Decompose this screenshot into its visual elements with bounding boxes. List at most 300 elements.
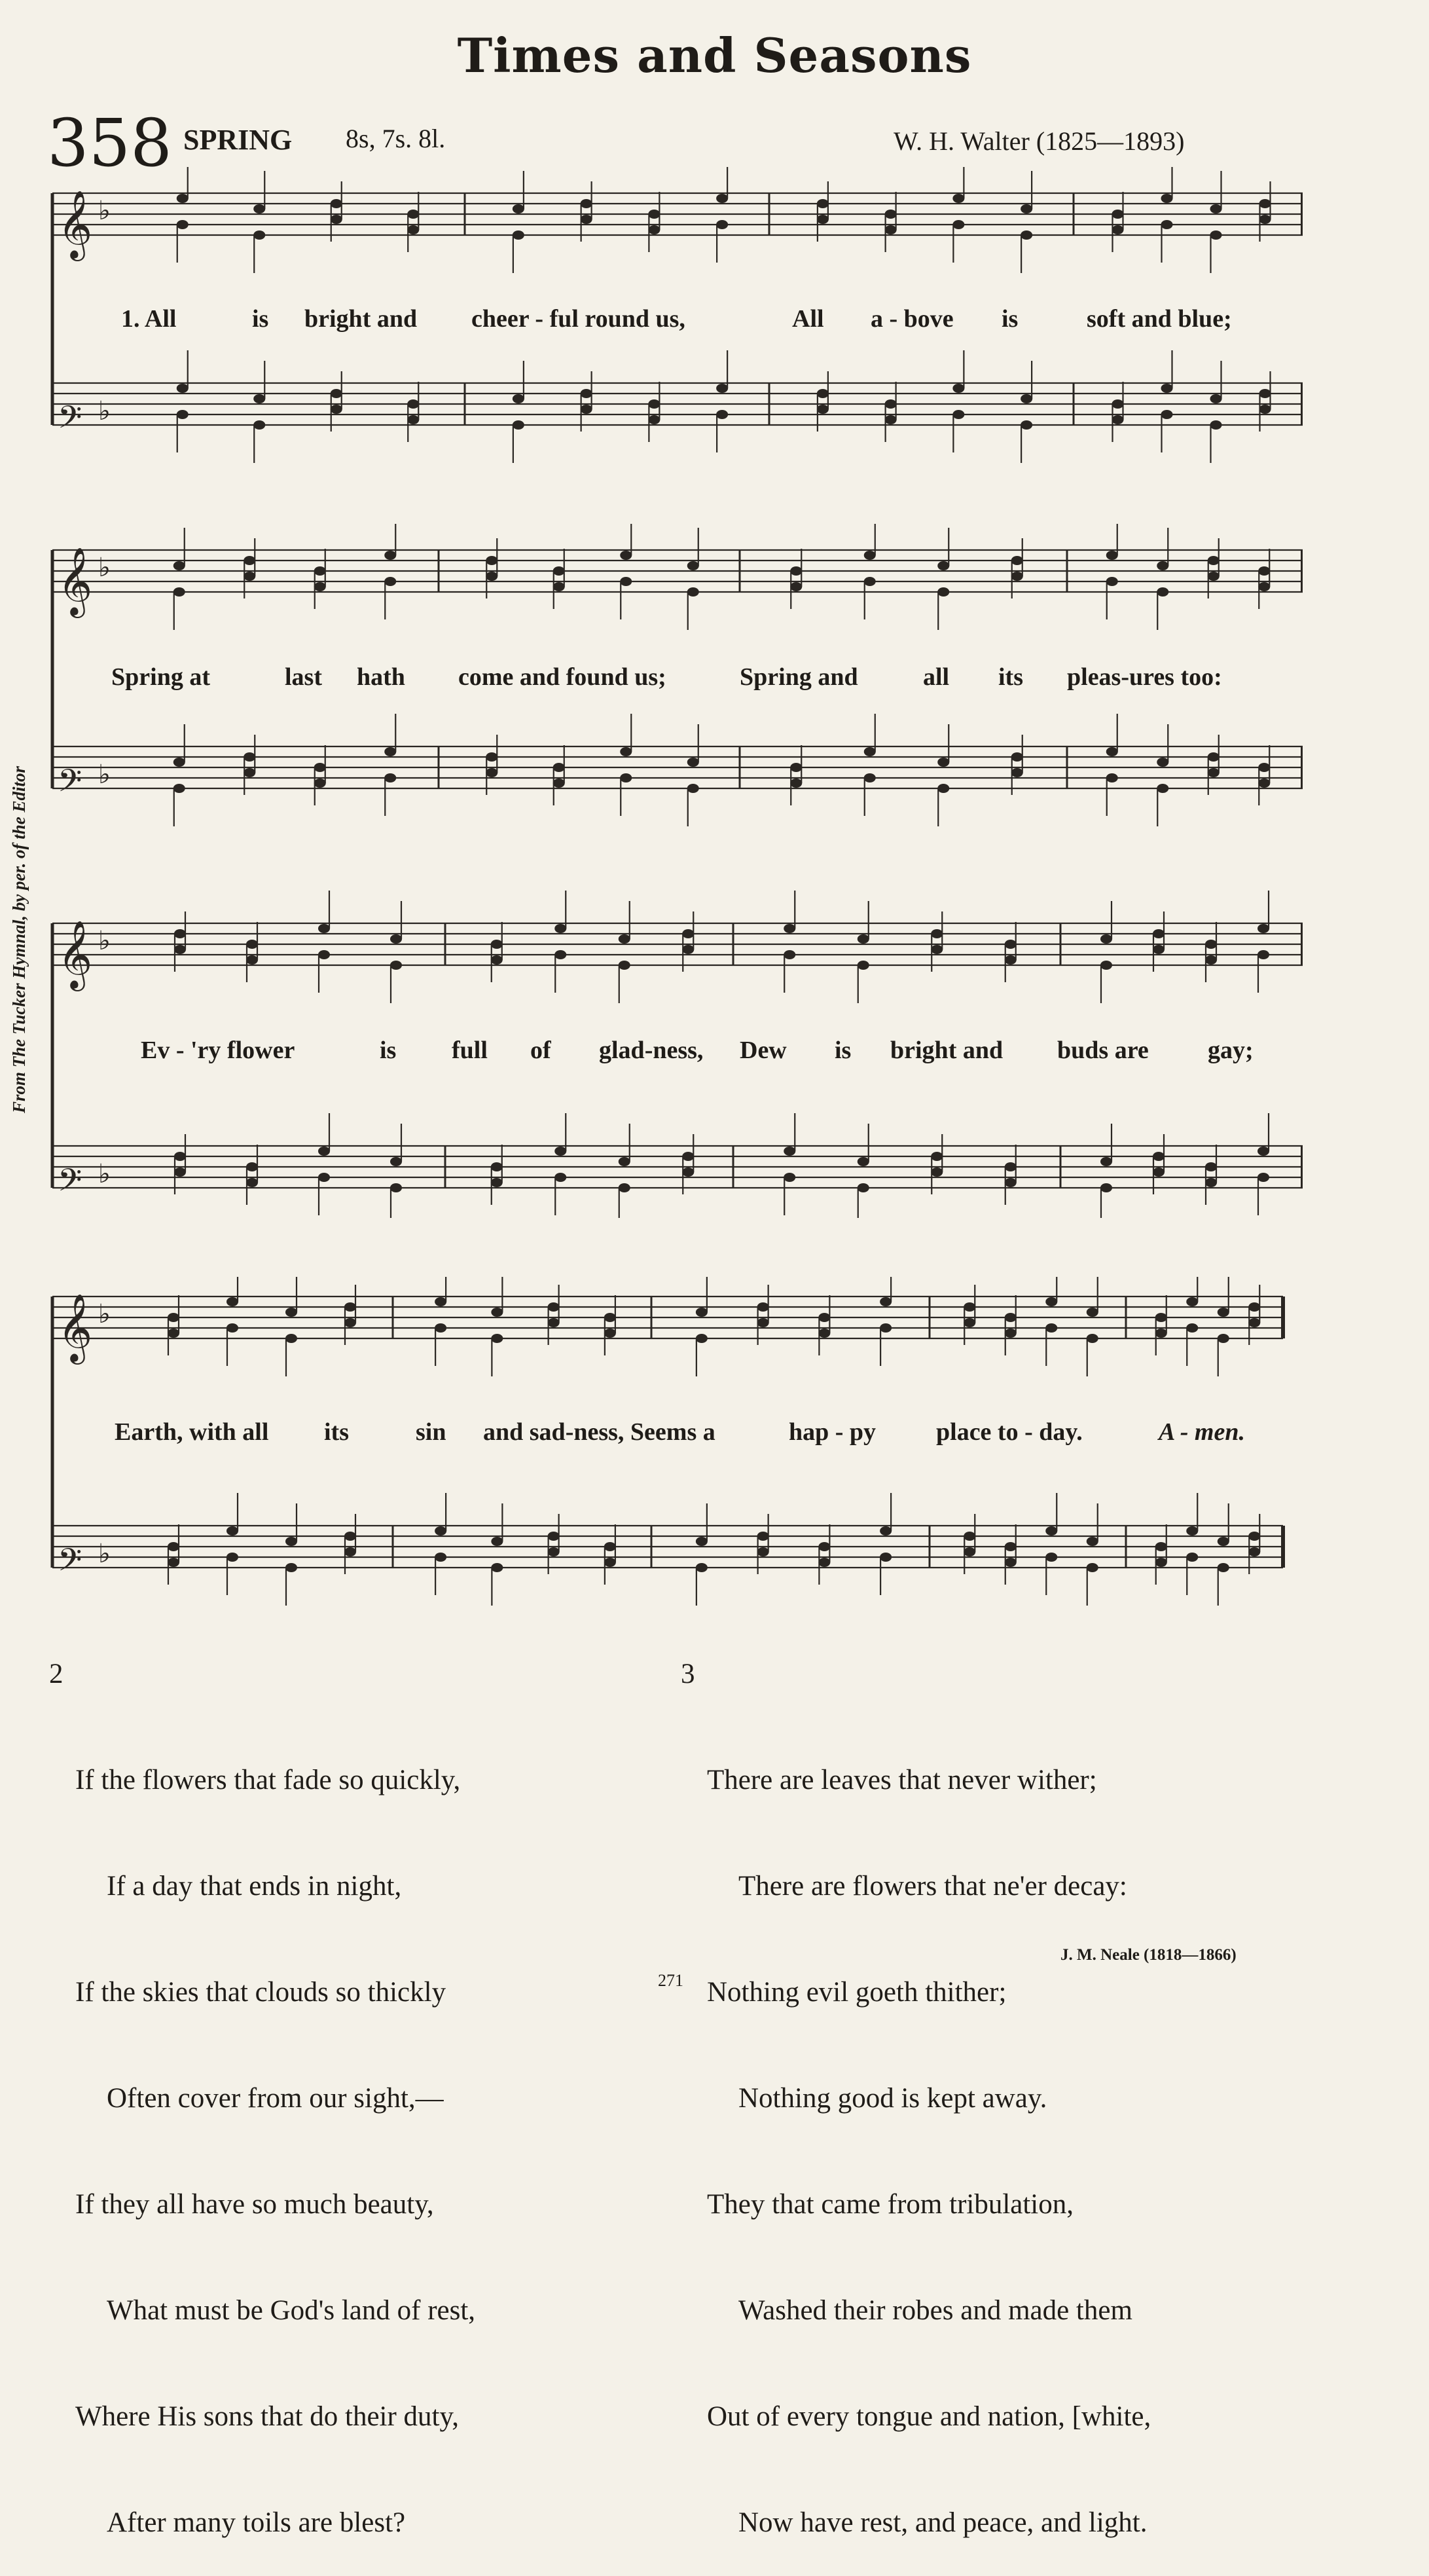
note-head <box>1005 955 1017 965</box>
note-head <box>880 1553 892 1562</box>
note-head <box>407 415 419 424</box>
note-head <box>1100 1157 1112 1166</box>
lyric-syllable: pleas-ures too: <box>1067 663 1222 691</box>
note-head <box>314 763 326 772</box>
note-head <box>226 1297 238 1306</box>
note-head <box>885 210 897 219</box>
note-head <box>331 199 342 208</box>
note-head <box>858 1157 869 1166</box>
note-head <box>1021 420 1032 430</box>
note-head <box>696 1537 708 1546</box>
stanza-line: Out of every tongue and nation, [white, <box>707 2401 1151 2432</box>
note-head <box>173 784 185 793</box>
stanza-2 <box>49 1657 476 2576</box>
stanza-line: Nothing good is kept away. <box>738 2083 1047 2114</box>
note-head <box>177 220 189 229</box>
note-head <box>817 389 829 398</box>
note-head <box>818 1542 830 1551</box>
note-head <box>952 410 964 419</box>
note-head <box>931 945 943 954</box>
side-credit: From The Tucker Hymnal, by per. of the Editor <box>9 766 29 1113</box>
music-system-2 <box>46 524 1303 851</box>
note-head <box>177 194 189 203</box>
note-head <box>682 1168 694 1177</box>
note-head <box>318 1147 330 1156</box>
note-head <box>864 577 876 586</box>
stanza-line: If they all have so much beauty, <box>75 2189 434 2220</box>
lyric-syllable: come and found us; <box>458 663 666 691</box>
note-head <box>553 779 565 788</box>
note-head <box>1112 210 1124 219</box>
note-head <box>864 773 876 782</box>
note-head <box>818 1329 830 1338</box>
note-head <box>648 399 660 409</box>
note-head <box>390 934 402 944</box>
note-head <box>1157 561 1168 570</box>
note-head <box>817 215 829 224</box>
lyric-syllable: soft and blue; <box>1087 305 1232 333</box>
note-head <box>1155 1329 1167 1338</box>
note-head <box>784 1173 795 1182</box>
note-head <box>784 924 795 933</box>
lyric-syllable: is <box>380 1037 397 1064</box>
note-head <box>682 1152 694 1161</box>
note-head <box>554 1173 566 1182</box>
note-head <box>858 1183 869 1192</box>
note-head <box>246 1162 258 1171</box>
lyric-syllable: buds are <box>1057 1037 1149 1064</box>
composer: W. H. Walter (1825—1893) <box>894 126 1185 156</box>
music-system-3 <box>46 891 1303 1218</box>
lyric-syllable: bright and <box>890 1037 1004 1064</box>
note-head <box>314 566 326 576</box>
note-head <box>486 752 497 762</box>
note-head <box>1011 556 1023 565</box>
note-head <box>1257 1173 1269 1182</box>
note-head <box>696 1334 708 1343</box>
note-head <box>1157 587 1168 597</box>
note-head <box>384 747 396 756</box>
stanza-3 <box>681 1657 1151 2576</box>
lyric-syllable: last <box>285 663 322 691</box>
note-head <box>784 950 795 959</box>
note-head <box>937 758 949 767</box>
lyric-syllable: hath <box>357 663 405 691</box>
note-head <box>964 1302 975 1312</box>
note-head <box>1210 204 1222 213</box>
note-head <box>486 768 497 777</box>
stanza-author: J. M. Neale (1818—1866) <box>1060 1946 1237 1964</box>
note-head <box>553 582 565 591</box>
note-head <box>553 566 565 576</box>
flat-icon: ♭ <box>98 926 111 956</box>
note-head <box>1210 420 1222 430</box>
stanza-line: What must be God's land of rest, <box>107 2295 476 2326</box>
note-head <box>1112 225 1124 234</box>
note-head <box>513 230 524 240</box>
note-head <box>1005 1162 1017 1171</box>
flat-icon: ♭ <box>98 553 111 583</box>
note-head <box>513 420 524 430</box>
note-head <box>554 924 566 933</box>
note-head <box>1087 1308 1098 1317</box>
note-head <box>937 784 949 793</box>
bass-clef-icon: 𝄢 <box>58 399 82 443</box>
note-head <box>390 961 402 970</box>
note-head <box>491 1537 503 1546</box>
note-head <box>253 420 265 430</box>
note-head <box>1161 384 1173 393</box>
note-head <box>1011 768 1023 777</box>
tune-name: SPRING <box>183 124 293 156</box>
note-head <box>344 1302 356 1312</box>
note-head <box>687 561 699 570</box>
note-head <box>648 415 660 424</box>
note-head <box>1248 1318 1260 1327</box>
stanza-line: Often cover from our sight,— <box>107 2083 444 2114</box>
note-head <box>491 1563 503 1572</box>
note-head <box>581 215 592 224</box>
treble-clef-icon: 𝄞 <box>58 1293 93 1362</box>
note-head <box>1087 1537 1098 1546</box>
note-head <box>1153 1152 1165 1161</box>
note-head <box>696 1308 708 1317</box>
note-head <box>384 577 396 586</box>
note-head <box>620 577 632 586</box>
note-head <box>619 1157 630 1166</box>
page-number: 271 <box>658 1971 683 1990</box>
note-head <box>1259 405 1271 414</box>
note-head <box>1161 194 1173 203</box>
note-head <box>486 556 497 565</box>
note-head <box>604 1558 616 1567</box>
note-head <box>344 1532 356 1541</box>
note-head <box>864 551 876 560</box>
note-head <box>952 384 964 393</box>
note-head <box>1257 1147 1269 1156</box>
note-head <box>619 934 630 944</box>
note-head <box>1208 556 1220 565</box>
note-head <box>648 225 660 234</box>
note-head <box>1248 1302 1260 1312</box>
note-head <box>177 384 189 393</box>
note-head <box>173 561 185 570</box>
note-head <box>548 1318 560 1327</box>
lyric-syllable: bright and <box>304 305 418 333</box>
note-head <box>790 779 802 788</box>
note-head <box>757 1547 769 1556</box>
note-head <box>174 1152 186 1161</box>
note-head <box>285 1308 297 1317</box>
note-head <box>1021 230 1032 240</box>
note-head <box>407 210 419 219</box>
note-head <box>1157 784 1168 793</box>
note-head <box>344 1547 356 1556</box>
note-head <box>716 384 728 393</box>
note-head <box>1248 1547 1260 1556</box>
note-head <box>790 566 802 576</box>
note-head <box>174 929 186 938</box>
lyric-syllable: is <box>835 1037 852 1064</box>
note-head <box>818 1313 830 1322</box>
note-head <box>1045 1323 1057 1333</box>
note-head <box>687 784 699 793</box>
note-head <box>687 587 699 597</box>
stanza-line: Where His sons that do their duty, <box>75 2401 459 2432</box>
note-head <box>1112 415 1124 424</box>
note-head <box>619 961 630 970</box>
note-head <box>331 389 342 398</box>
note-head <box>1218 1563 1229 1572</box>
note-head <box>168 1313 179 1322</box>
note-head <box>1205 1162 1217 1171</box>
note-head <box>1005 1542 1017 1551</box>
note-head <box>491 940 503 949</box>
lyric-syllable: is <box>1002 305 1019 333</box>
note-head <box>435 1323 446 1333</box>
note-head <box>1045 1526 1057 1536</box>
note-head <box>818 1558 830 1567</box>
note-head <box>491 1334 503 1343</box>
note-head <box>285 1334 297 1343</box>
note-head <box>407 225 419 234</box>
note-head <box>931 929 943 938</box>
note-head <box>790 763 802 772</box>
note-head <box>435 1526 446 1536</box>
note-head <box>716 220 728 229</box>
note-head <box>619 1183 630 1192</box>
lyric-syllable: full <box>452 1037 488 1064</box>
note-head <box>1155 1558 1167 1567</box>
note-head <box>1157 758 1168 767</box>
note-head <box>548 1302 560 1312</box>
note-head <box>384 551 396 560</box>
flat-icon: ♭ <box>98 1159 111 1189</box>
lyric-syllable: is <box>252 305 269 333</box>
note-head <box>687 758 699 767</box>
lyric-syllable: Spring at <box>111 663 210 691</box>
treble-clef-icon: 𝄞 <box>58 547 93 616</box>
note-head <box>1005 940 1017 949</box>
note-head <box>1259 215 1271 224</box>
stanza-line: If the skies that clouds so thickly <box>75 1977 446 2008</box>
note-head <box>1087 1563 1098 1572</box>
note-head <box>486 572 497 581</box>
note-head <box>513 204 524 213</box>
note-head <box>952 220 964 229</box>
note-head <box>168 1542 179 1551</box>
note-head <box>581 199 592 208</box>
note-head <box>931 1168 943 1177</box>
lyric-syllable: its <box>998 663 1023 691</box>
stanza-line: If the flowers that fade so quickly, <box>75 1765 461 1795</box>
music-system-1 <box>46 167 1303 488</box>
flat-icon: ♭ <box>98 1539 111 1569</box>
flat-icon: ♭ <box>98 396 111 426</box>
note-head <box>1106 577 1118 586</box>
note-head <box>1257 924 1269 933</box>
note-head <box>716 410 728 419</box>
note-head <box>513 394 524 403</box>
lyric-syllable: gay; <box>1208 1037 1254 1064</box>
note-head <box>858 934 869 944</box>
note-head <box>937 587 949 597</box>
note-head <box>318 924 330 933</box>
note-head <box>1087 1334 1098 1343</box>
note-head <box>682 929 694 938</box>
note-head <box>885 225 897 234</box>
note-head <box>390 1157 402 1166</box>
note-head <box>1005 1313 1017 1322</box>
note-head <box>696 1563 708 1572</box>
note-head <box>331 215 342 224</box>
note-head <box>1106 773 1118 782</box>
note-head <box>1208 752 1220 762</box>
note-head <box>1161 410 1173 419</box>
lyric-syllable: Dew <box>740 1037 787 1064</box>
stanza-line: Now have rest, and peace, and light. <box>738 2507 1148 2538</box>
note-head <box>1005 1558 1017 1567</box>
stanza-line: After many toils are blest? <box>107 2507 406 2538</box>
note-head <box>858 961 869 970</box>
note-head <box>885 399 897 409</box>
note-head <box>1100 1183 1112 1192</box>
note-head <box>244 572 255 581</box>
note-head <box>1005 1178 1017 1187</box>
lyric-syllable: glad-ness, <box>599 1037 704 1064</box>
note-head <box>173 758 185 767</box>
note-head <box>1011 572 1023 581</box>
note-head <box>1205 1178 1217 1187</box>
note-head <box>1186 1526 1198 1536</box>
lyric-syllable: All <box>792 305 824 333</box>
note-head <box>1155 1542 1167 1551</box>
note-head <box>620 773 632 782</box>
note-head <box>246 940 258 949</box>
stanza-line: They that came from tribulation, <box>707 2189 1074 2220</box>
note-head <box>885 415 897 424</box>
note-head <box>1257 950 1269 959</box>
flat-icon: ♭ <box>98 760 111 790</box>
note-head <box>1153 945 1165 954</box>
lyric-syllable: all <box>923 663 950 691</box>
note-head <box>253 230 265 240</box>
note-head <box>435 1553 446 1562</box>
note-head <box>784 1147 795 1156</box>
note-head <box>253 204 265 213</box>
note-head <box>548 1547 560 1556</box>
note-head <box>716 194 728 203</box>
bass-clef-icon: 𝄢 <box>58 1541 82 1586</box>
note-head <box>226 1323 238 1333</box>
flat-icon: ♭ <box>98 1299 111 1329</box>
note-head <box>435 1297 446 1306</box>
note-head <box>1011 752 1023 762</box>
note-head <box>491 1308 503 1317</box>
lyric-syllable: A - men. <box>1159 1418 1245 1446</box>
note-head <box>491 1162 503 1171</box>
note-head <box>817 405 829 414</box>
note-head <box>604 1542 616 1551</box>
bass-clef-icon: 𝄢 <box>58 762 82 807</box>
note-head <box>1112 399 1124 409</box>
note-head <box>1153 929 1165 938</box>
note-head <box>246 1178 258 1187</box>
note-head <box>604 1313 616 1322</box>
note-head <box>491 955 503 965</box>
music-system-4 <box>46 1277 1303 1617</box>
bass-clef-icon: 𝄢 <box>58 1162 82 1206</box>
note-head <box>246 955 258 965</box>
lyric-syllable: Spring and <box>740 663 858 691</box>
note-head <box>1248 1532 1260 1541</box>
note-head <box>880 1323 892 1333</box>
stanza-line: Washed their robes and made them <box>738 2295 1132 2326</box>
note-head <box>790 582 802 591</box>
note-head <box>1186 1297 1198 1306</box>
lyric-syllable: and sad-ness, Seems a <box>483 1418 715 1446</box>
note-head <box>384 773 396 782</box>
flat-icon: ♭ <box>98 196 111 226</box>
note-head <box>1186 1323 1198 1333</box>
note-head <box>1021 394 1032 403</box>
note-head <box>952 194 964 203</box>
stanza-line: There are leaves that never wither; <box>707 1765 1097 1795</box>
note-head <box>581 405 592 414</box>
note-head <box>1045 1553 1057 1562</box>
lyric-syllable: sin <box>416 1418 446 1446</box>
note-head <box>1218 1308 1229 1317</box>
note-head <box>390 1183 402 1192</box>
lyric-syllable: 1. All <box>121 305 177 333</box>
note-head <box>491 1178 503 1187</box>
note-head <box>177 410 189 419</box>
note-head <box>1100 934 1112 944</box>
meter: 8s, 7s. 8l. <box>346 124 446 153</box>
lyric-syllable: of <box>530 1037 551 1064</box>
note-head <box>226 1553 238 1562</box>
note-head <box>581 389 592 398</box>
note-head <box>880 1297 892 1306</box>
note-head <box>168 1558 179 1567</box>
note-head <box>964 1532 975 1541</box>
stanza-line: There are flowers that ne'er decay: <box>738 1871 1127 1902</box>
note-head <box>554 950 566 959</box>
note-head <box>1258 763 1270 772</box>
stanza-number: 3 <box>681 1659 695 1689</box>
note-head <box>1106 551 1118 560</box>
note-head <box>253 394 265 403</box>
note-head <box>1258 566 1270 576</box>
note-head <box>757 1302 769 1312</box>
note-head <box>817 199 829 208</box>
note-head <box>757 1318 769 1327</box>
note-head <box>1005 1329 1017 1338</box>
note-head <box>314 582 326 591</box>
note-head <box>1100 961 1112 970</box>
note-head <box>331 405 342 414</box>
note-head <box>1186 1553 1198 1562</box>
hymn-number: 358 <box>47 105 172 181</box>
note-head <box>1218 1334 1229 1343</box>
lyric-syllable: cheer - ful round us, <box>471 305 685 333</box>
page-title: Times and Seasons <box>457 28 972 83</box>
note-head <box>964 1318 975 1327</box>
note-head <box>1205 955 1217 965</box>
note-head <box>1161 220 1173 229</box>
note-head <box>604 1329 616 1338</box>
lyric-syllable: Earth, with all <box>115 1418 269 1446</box>
